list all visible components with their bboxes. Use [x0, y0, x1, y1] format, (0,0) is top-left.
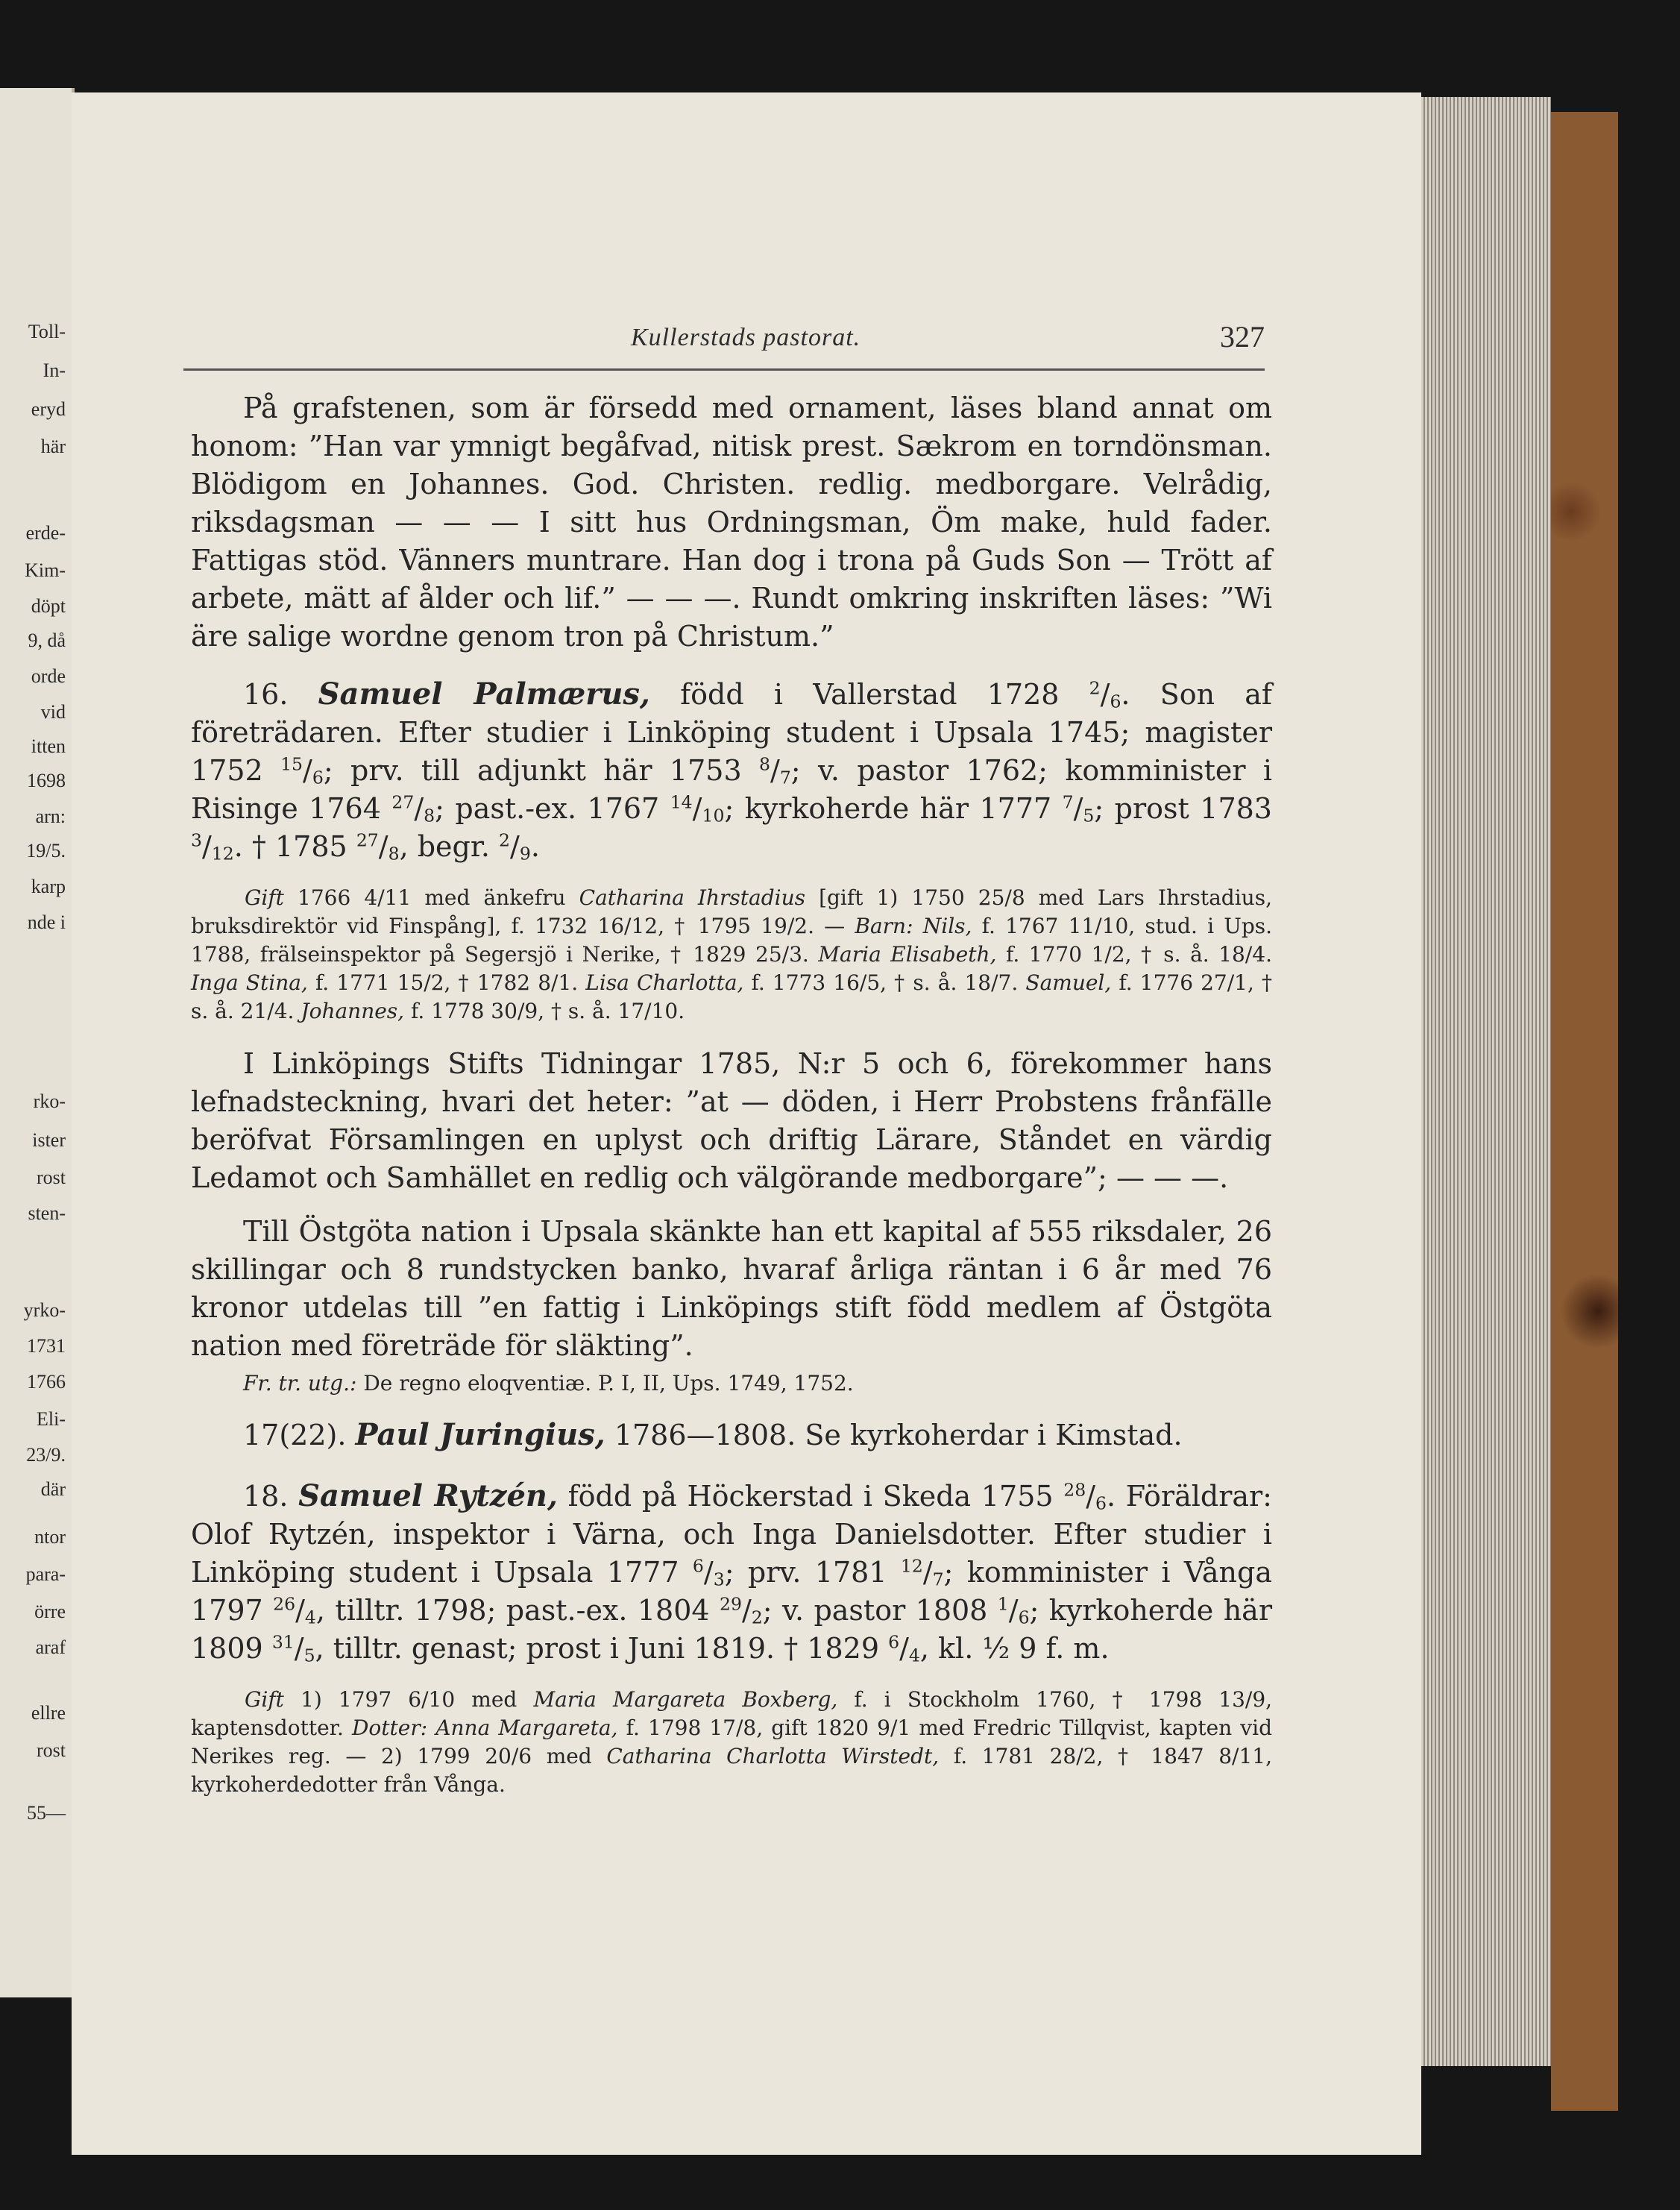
- date-num: 3: [191, 829, 202, 851]
- entry-text: ; past.-ex. 1767: [435, 792, 660, 825]
- entry-text: 1786—1808. Se kyrkoherdar i Kimstad.: [614, 1419, 1183, 1451]
- margin-fragment: ntor: [34, 1526, 66, 1548]
- note-name: Samuel,: [1025, 970, 1112, 995]
- margin-fragment: yrko-: [23, 1299, 66, 1321]
- margin-fragment: araf: [35, 1636, 66, 1658]
- entry-name: Samuel Palmærus,: [318, 677, 650, 712]
- note-text: f. 1778 30/9, † s. å. 17/10.: [410, 999, 685, 1023]
- entry-text: . Föräldrar: Olof Rytzén, inspektor i Värna, och Inga Danielsdotter. Efter studier i Linköping student i Upsala 1777: [191, 1480, 1272, 1589]
- entry-text: .: [530, 830, 540, 863]
- date-num: 8: [759, 753, 770, 775]
- book-page: [72, 92, 1421, 2155]
- note-text: f. 1776 27/1, † s. å. 21/4.: [191, 970, 1272, 1023]
- entry-text: ; v. pastor 1808: [762, 1594, 988, 1627]
- date-den: 6: [1110, 691, 1121, 712]
- note-name: Barn: Nils,: [855, 914, 972, 938]
- date-den: 2: [751, 1607, 763, 1628]
- margin-fragment: orde: [31, 665, 66, 687]
- running-header: [183, 320, 1265, 371]
- date-den: 4: [304, 1607, 316, 1628]
- note-name: Dotter: Anna Margareta,: [351, 1715, 618, 1740]
- margin-fragment: rost: [37, 1167, 66, 1188]
- note-16: [191, 884, 1272, 1026]
- margin-fragment: 1731: [27, 1335, 66, 1357]
- margin-fragment: örre: [34, 1601, 66, 1622]
- entry-text: , begr.: [399, 830, 490, 863]
- date-num: 29: [720, 1593, 742, 1615]
- date-num: 2: [499, 829, 511, 851]
- date-num: 1: [997, 1593, 1009, 1615]
- margin-fragment: eryd: [31, 398, 66, 420]
- margin-fragment: rost: [37, 1739, 66, 1761]
- margin-fragment: 1766: [27, 1371, 66, 1393]
- works-line: [243, 1369, 1272, 1398]
- date-den: 9: [519, 843, 531, 864]
- date-num: 27: [391, 791, 415, 813]
- date-den: 8: [424, 805, 435, 826]
- margin-fragment: ister: [32, 1129, 66, 1151]
- entry-text: ; v. pastor 1762; komminister i Risinge 1764: [191, 754, 1273, 825]
- date-den: 7: [779, 767, 791, 788]
- entry-text: ; kyrkoherde här 1777: [724, 792, 1052, 825]
- margin-fragment: 1698: [27, 770, 66, 791]
- date-num: 14: [670, 791, 693, 813]
- note-name: Maria Margareta Boxberg,: [533, 1687, 838, 1712]
- margin-fragment: rko-: [33, 1090, 66, 1112]
- entry-text: . † 1785: [233, 830, 347, 863]
- entry-text: . Son af företrädaren. Efter studier i Linköping student i Upsala 1745; magister 1752: [191, 678, 1272, 787]
- date-den: 8: [388, 843, 400, 864]
- margin-fragment: nde i: [27, 911, 66, 933]
- works-text: De regno eloqventiæ. P. I, II, Ups. 1749, 1752.: [363, 1371, 854, 1396]
- margin-fragment: döpt: [31, 595, 66, 617]
- entry-text: , kl. ½ 9 f. m.: [919, 1632, 1110, 1665]
- page-number: 327: [1220, 320, 1265, 354]
- date-num: 26: [273, 1593, 296, 1615]
- note-text: 1766 4/11 med änkefru: [298, 885, 566, 910]
- entry-18: 18. Samuel Rytzén, född på Höckerstad i Skeda 1755 $^{28}/_6$. Föräldrar: Olof Rytzén, inspektor i Värna, och Inga Danielsdotter. Efter studier i Linköping student i Upsala 1777 $^6/_3$; prv. 1781 $^{12}/_7$; komminister i Vånga 1797 $^{26}/_4$, tilltr. 1798; past.-ex. 1804 $^{29}/_2$; v. pastor 1808 $^1/_6$; kyrkoherde här 1809 $^{31}/_5$, tilltr. genast; prost i Juni 1819. † 1829 $^6/_4$, kl. ½ 9 f. m.: [191, 1478, 1272, 1666]
- date-den: 6: [312, 767, 324, 788]
- margin-fragment: para-: [25, 1563, 66, 1585]
- entry-name: Paul Juringius,: [355, 1417, 605, 1452]
- margin-fragment: In-: [43, 360, 66, 381]
- date-num: 12: [900, 1555, 923, 1577]
- date-num: 6: [692, 1555, 704, 1577]
- date-num: 28: [1063, 1479, 1086, 1501]
- page-block-edges: [1421, 97, 1551, 2066]
- margin-fragment: ellre: [31, 1702, 66, 1724]
- date-num: 7: [1062, 791, 1074, 813]
- left-page-edge: [0, 88, 75, 1997]
- note-text: f. i Stockholm 1760, † 1798 13/9, kaptensdotter.: [191, 1687, 1273, 1740]
- paragraph-grafsten: På grafstenen, som är försedd med ornament, läses bland annat om honom: ”Han var ymnigt begåfvad, nitisk prest. Sækrom en torndönsman. Blödigom en Johannes. God. Christen. redlig. medborgare. Velrådig, riksdagsman — — — I sitt hus Ordningsman, Öm make, huld fader. Fattigas stöd. Vänners muntrare. Han dog i trona på Guds Son — Trött af arbete, mätt af ålder och lif.” — — —. Rundt omkring inskriften läses: ”Wi äre salige wordne genom tron på Christum.”: [191, 392, 1272, 653]
- date-num: 31: [271, 1631, 295, 1653]
- note-label: Gift: [245, 1687, 284, 1712]
- entry-text: ; prost 1783: [1094, 792, 1272, 825]
- note-name: Catharina Ihrstadius: [579, 885, 805, 910]
- margin-fragment: 9, då: [28, 630, 66, 651]
- date-den: 7: [932, 1569, 944, 1590]
- note-text: f. 1767 11/10, stud. i Ups. 1788, frälseinspektor på Segersjö i Nerike, † 1829 25/3.: [191, 914, 1273, 967]
- note-text: f. 1781 28/2, † 1847 8/11, kyrkoherdedotter från Vånga.: [191, 1744, 1272, 1797]
- date-den: 5: [303, 1645, 315, 1666]
- entry-text: ; prv. till adjunkt här 1753: [323, 754, 742, 787]
- note-text: f. 1771 15/2, † 1782 8/1.: [315, 970, 579, 995]
- note-name: Inga Stina,: [191, 970, 308, 995]
- paragraph-stifts-tidningar: I Linköpings Stifts Tidningar 1785, N:r 5 och 6, förekommer hans lefnadsteckning, hvari det heter: ”at — döden, i Herr Probstens frånfälle beröfvat Församlingen en uplyst och driftig Lärare, Ståndet en värdig Ledamot och Samhället en redlig och välgörande medborgare”; — — —.: [191, 1047, 1272, 1194]
- entry-text: ; komminister i Vånga 1797: [191, 1556, 1272, 1627]
- margin-fragment: 23/9.: [26, 1444, 66, 1466]
- date-num: 2: [1089, 677, 1101, 699]
- margin-fragment: Toll-: [28, 321, 66, 342]
- note-text: f. 1798 17/8, gift 1820 9/1 med Fredric Tillqvist, kapten vid Nerikes reg. — 2) 1799 20/6 med: [191, 1715, 1273, 1768]
- margin-fragment: där: [40, 1478, 66, 1500]
- date-den: 3: [713, 1569, 725, 1590]
- entry-number: 18.: [243, 1480, 289, 1513]
- margin-fragment: 55—: [27, 1802, 66, 1824]
- note-name: Catharina Charlotta Wirstedt,: [606, 1744, 940, 1768]
- entry-16: 16. Samuel Palmærus, född i Vallerstad 1728 $^2/_6$. Son af företrädaren. Efter studier i Linköping student i Upsala 1745; magister 1752 $^{15}/_6$; prv. till adjunkt här 1753 $^8/_7$; v. pastor 1762; komminister i Risinge 1764 $^{27}/_8$; past.-ex. 1767 $^{14}/_{10}$; kyrkoherde här 1777 $^7/_5$; prost 1783 $^3/_{12}$. † 1785 $^{27}/_8$, begr. $^2/_9$.: [191, 677, 1273, 864]
- margin-fragment: Eli-: [37, 1408, 66, 1430]
- paragraph-ostgota-nation: Till Östgöta nation i Upsala skänkte han ett kapital af 555 riksdaler, 26 skillingar och 8 rundstycken banko, hvaraf årliga räntan i 6 år med 76 kronor utdelas till ”en fattig i Linköpings stift född medlem af Östgöta nation med företräde för släkting”.: [191, 1215, 1272, 1362]
- entry-text: född i Vallerstad 1728: [680, 678, 1060, 711]
- date-den: 5: [1083, 805, 1095, 826]
- entry-text: , tilltr. 1798; past.-ex. 1804: [315, 1594, 710, 1627]
- date-den: 10: [702, 805, 725, 826]
- note-name: Johannes,: [301, 999, 405, 1023]
- note-label: Gift: [245, 885, 284, 910]
- date-num: 27: [356, 829, 379, 851]
- note-text: [gift 1) 1750 25/8 med Lars Ihrstadius, bruksdirektör vid Finspång], f. 1732 16/12, † 1795 19/2. —: [191, 885, 1272, 938]
- date-num: 6: [888, 1631, 900, 1653]
- date-den: 4: [908, 1645, 920, 1666]
- entry-number: 16.: [243, 678, 289, 711]
- margin-fragment: sten-: [28, 1202, 66, 1224]
- margin-fragment: karp: [31, 876, 66, 897]
- note-name: Lisa Charlotta,: [585, 970, 744, 995]
- margin-fragment: Kim-: [25, 559, 66, 581]
- note-name: Maria Elisabeth,: [818, 942, 997, 967]
- margin-fragment: vid: [40, 701, 66, 723]
- entry-text: ; prv. 1781: [724, 1556, 887, 1589]
- date-den: 6: [1095, 1492, 1107, 1514]
- date-num: 15: [280, 753, 303, 775]
- entry-text: ; kyrkoherde här 1809: [191, 1594, 1272, 1665]
- note-text: f. 1773 16/5, † s. å. 18/7.: [751, 970, 1019, 995]
- entry-text: född på Höckerstad i Skeda 1755: [567, 1480, 1054, 1513]
- page-body: [191, 389, 1272, 1818]
- note-text: f. 1770 1/2, † s. å. 18/4.: [1005, 942, 1272, 967]
- works-label: Fr. tr. utg.:: [243, 1371, 357, 1396]
- date-den: 12: [211, 843, 234, 864]
- margin-fragment: erde-: [25, 522, 66, 544]
- note-18: [191, 1686, 1272, 1799]
- margin-fragment: arn:: [35, 806, 66, 827]
- entry-number: 17(22).: [243, 1419, 347, 1451]
- entry-name: Samuel Rytzén,: [298, 1478, 558, 1513]
- note-text: 1) 1797 6/10 med: [301, 1687, 517, 1712]
- entry-17: [191, 1416, 1272, 1454]
- margin-fragment: 19/5.: [26, 840, 66, 861]
- margin-fragment: itten: [31, 735, 66, 757]
- margin-fragment: här: [40, 436, 66, 457]
- date-den: 6: [1018, 1607, 1030, 1628]
- running-title: Kullerstads pastorat.: [631, 324, 861, 351]
- entry-text: , tilltr. genast; prost i Juni 1819. † 1829: [315, 1632, 879, 1665]
- marbled-book-cover: [1551, 112, 1618, 2111]
